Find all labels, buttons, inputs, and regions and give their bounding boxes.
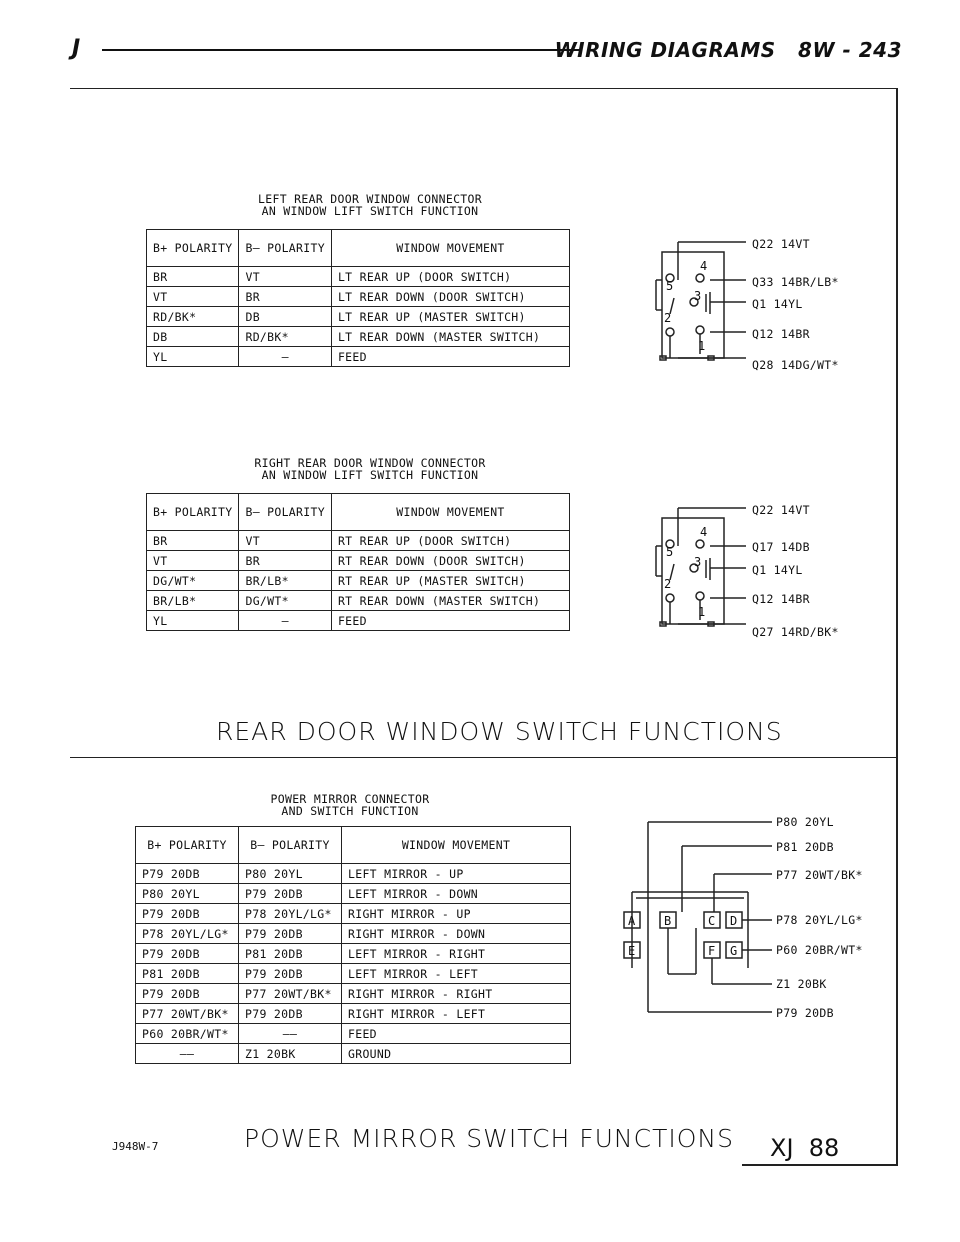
table-row: [136, 944, 571, 964]
cell: LEFT MIRROR - DOWN: [342, 884, 571, 904]
table-row: [136, 1044, 571, 1064]
cell: RIGHT MIRROR - RIGHT: [342, 984, 571, 1004]
cell: DG/WT*: [239, 591, 331, 611]
cell: RT REAR DOWN (DOOR SWITCH): [331, 551, 569, 571]
svg-text:B: B: [664, 914, 672, 928]
col-b-minus: B— POLARITY: [239, 827, 342, 864]
cell: RD/BK*: [147, 307, 239, 327]
svg-text:5: 5: [666, 545, 674, 559]
cell: P60 20BR/WT*: [136, 1024, 239, 1044]
table-row: [147, 611, 570, 631]
cell: BR: [147, 531, 239, 551]
cell: P79 20DB: [136, 984, 239, 1004]
mirror-pin-label: P80 20YL: [776, 815, 834, 829]
right-rear-pin-label: Q27 14RD/BK*: [752, 625, 839, 639]
cell: BR: [147, 267, 239, 287]
svg-text:2: 2: [664, 577, 672, 591]
cell: FEED: [331, 347, 569, 367]
cell: BR/LB*: [147, 591, 239, 611]
cell: P80 20YL: [239, 864, 342, 884]
cell: Z1 20BK: [239, 1044, 342, 1064]
cell: P79 20DB: [136, 864, 239, 884]
mirror-pin-label: P60 20BR/WT*: [776, 943, 863, 957]
cell: RT REAR DOWN (MASTER SWITCH): [331, 591, 569, 611]
svg-text:E: E: [628, 944, 636, 958]
col-window-movement: WINDOW MOVEMENT: [331, 494, 569, 531]
cell: P79 20DB: [136, 904, 239, 924]
mirror-title-line1: POWER MIRROR CONNECTOR: [270, 792, 430, 806]
frame-border-right: [896, 88, 898, 1166]
cell: VT: [239, 267, 331, 287]
right-rear-switch-symbol: [648, 502, 748, 652]
cell: VT: [239, 531, 331, 551]
cell: YL: [147, 611, 239, 631]
table-row: [136, 884, 571, 904]
cell: LT REAR DOWN (DOOR SWITCH): [331, 287, 569, 307]
left-rear-connector-table: [146, 229, 570, 367]
cell: DG/WT*: [147, 571, 239, 591]
right-rear-title-line2: AN WINDOW LIFT SWITCH FUNCTION: [261, 468, 479, 482]
cell: P79 20DB: [239, 1004, 342, 1024]
right-rear-connector-table: [146, 493, 570, 631]
svg-text:2: 2: [664, 311, 672, 325]
mirror-pin-label: P77 20WT/BK*: [776, 868, 863, 882]
cell: BR/LB*: [239, 571, 331, 591]
page-header: [72, 36, 902, 66]
cell: RT REAR UP (MASTER SWITCH): [331, 571, 569, 591]
mirror-table-title: [220, 793, 480, 817]
svg-text:F: F: [708, 944, 716, 958]
cell: VT: [147, 287, 239, 307]
left-rear-pin-label: Q28 14DG/WT*: [752, 358, 839, 372]
right-rear-pin-label: Q22 14VT: [752, 503, 810, 517]
table-row: [147, 307, 570, 327]
frame-divider: [70, 757, 896, 758]
cell: LEFT MIRROR - LEFT: [342, 964, 571, 984]
cell: RIGHT MIRROR - DOWN: [342, 924, 571, 944]
cell: P78 20YL/LG*: [239, 904, 342, 924]
cell: —: [239, 611, 331, 631]
header-section-letter: J: [72, 36, 81, 61]
table-row: [147, 347, 570, 367]
cell: ——: [136, 1044, 239, 1064]
mirror-pin-label: Z1 20BK: [776, 977, 827, 991]
table-header-row: [147, 494, 570, 531]
table-row: [147, 267, 570, 287]
left-rear-title-line2: AN WINDOW LIFT SWITCH FUNCTION: [261, 204, 479, 218]
col-b-minus: B— POLARITY: [239, 230, 331, 267]
cell: ——: [239, 1024, 342, 1044]
cell: DB: [147, 327, 239, 347]
table-row: [136, 1024, 571, 1044]
left-rear-switch-symbol: [648, 236, 748, 386]
col-window-movement: WINDOW MOVEMENT: [342, 827, 571, 864]
table-header-row: [147, 230, 570, 267]
cell: P81 20DB: [136, 964, 239, 984]
figure-code: J948W-7: [112, 1140, 159, 1153]
cell: P81 20DB: [239, 944, 342, 964]
cell: BR: [239, 287, 331, 307]
table-header-row: [136, 827, 571, 864]
table-row: [147, 591, 570, 611]
cell: LT REAR UP (MASTER SWITCH): [331, 307, 569, 327]
col-b-plus: B+ POLARITY: [136, 827, 239, 864]
table-row: [147, 531, 570, 551]
mirror-connector-table: [135, 826, 571, 1064]
right-rear-pin-label: Q12 14BR: [752, 592, 810, 606]
svg-text:3: 3: [694, 555, 702, 569]
right-rear-pin-label: Q17 14DB: [752, 540, 810, 554]
col-window-movement: WINDOW MOVEMENT: [331, 230, 569, 267]
left-rear-title-line1: LEFT REAR DOOR WINDOW CONNECTOR: [258, 192, 482, 206]
cell: VT: [147, 551, 239, 571]
cell: RIGHT MIRROR - LEFT: [342, 1004, 571, 1024]
left-rear-table-title: [200, 193, 540, 217]
table-row: [136, 1004, 571, 1024]
cell: RD/BK*: [239, 327, 331, 347]
svg-text:5: 5: [666, 279, 674, 293]
cell: P79 20DB: [239, 964, 342, 984]
right-rear-table-title: [200, 457, 540, 481]
svg-text:1: 1: [698, 605, 706, 619]
cell: P78 20YL/LG*: [136, 924, 239, 944]
left-rear-pin-label: Q22 14VT: [752, 237, 810, 251]
cell: —: [239, 347, 331, 367]
col-b-plus: B+ POLARITY: [147, 230, 239, 267]
table-row: [147, 551, 570, 571]
svg-text:C: C: [708, 914, 716, 928]
mirror-title-line2: AND SWITCH FUNCTION: [281, 804, 419, 818]
mirror-pin-label: P79 20DB: [776, 1006, 834, 1020]
frame-border-bottom: [742, 1164, 898, 1166]
cell: GROUND: [342, 1044, 571, 1064]
col-b-minus: B— POLARITY: [239, 494, 331, 531]
cell: P79 20DB: [239, 924, 342, 944]
right-rear-title-line1: RIGHT REAR DOOR WINDOW CONNECTOR: [254, 456, 486, 470]
cell: RT REAR UP (DOOR SWITCH): [331, 531, 569, 551]
mirror-pin-label: P78 20YL/LG*: [776, 913, 863, 927]
cell: P79 20DB: [136, 944, 239, 964]
cell: P77 20WT/BK*: [136, 1004, 239, 1024]
cell: FEED: [342, 1024, 571, 1044]
rear-section-title: REAR DOOR WINDOW SWITCH FUNCTIONS: [216, 717, 783, 746]
cell: P80 20YL: [136, 884, 239, 904]
mirror-pin-label: P81 20DB: [776, 840, 834, 854]
svg-text:G: G: [730, 944, 738, 958]
table-row: [136, 964, 571, 984]
mirror-switch-symbol: [612, 816, 782, 1026]
left-rear-pin-label: Q12 14BR: [752, 327, 810, 341]
cell: YL: [147, 347, 239, 367]
table-row: [136, 864, 571, 884]
table-row: [147, 571, 570, 591]
cell: LT REAR DOWN (MASTER SWITCH): [331, 327, 569, 347]
svg-text:D: D: [730, 914, 738, 928]
table-row: [147, 327, 570, 347]
frame-border-top: [70, 88, 896, 89]
cell: RIGHT MIRROR - UP: [342, 904, 571, 924]
svg-text:4: 4: [700, 525, 708, 539]
header-rule: [102, 49, 582, 51]
table-row: [136, 924, 571, 944]
svg-text:A: A: [628, 914, 636, 928]
svg-text:1: 1: [698, 339, 706, 353]
cell: DB: [239, 307, 331, 327]
table-row: [136, 984, 571, 1004]
svg-text:3: 3: [694, 289, 702, 303]
cell: FEED: [331, 611, 569, 631]
cell: BR: [239, 551, 331, 571]
left-rear-pin-label: Q33 14BR/LB*: [752, 275, 839, 289]
cell: LEFT MIRROR - UP: [342, 864, 571, 884]
cell: LEFT MIRROR - RIGHT: [342, 944, 571, 964]
left-rear-pin-label: Q1 14YL: [752, 297, 803, 311]
mirror-section-title: POWER MIRROR SWITCH FUNCTIONS: [244, 1124, 734, 1153]
header-title: WIRING DIAGRAMS 8W - 243: [554, 38, 902, 62]
table-row: [147, 287, 570, 307]
svg-text:4: 4: [700, 259, 708, 273]
col-b-plus: B+ POLARITY: [147, 494, 239, 531]
right-rear-pin-label: Q1 14YL: [752, 563, 803, 577]
cell: LT REAR UP (DOOR SWITCH): [331, 267, 569, 287]
cell: P79 20DB: [239, 884, 342, 904]
model-badge: XJ 88: [770, 1134, 840, 1162]
cell: P77 20WT/BK*: [239, 984, 342, 1004]
table-row: [136, 904, 571, 924]
